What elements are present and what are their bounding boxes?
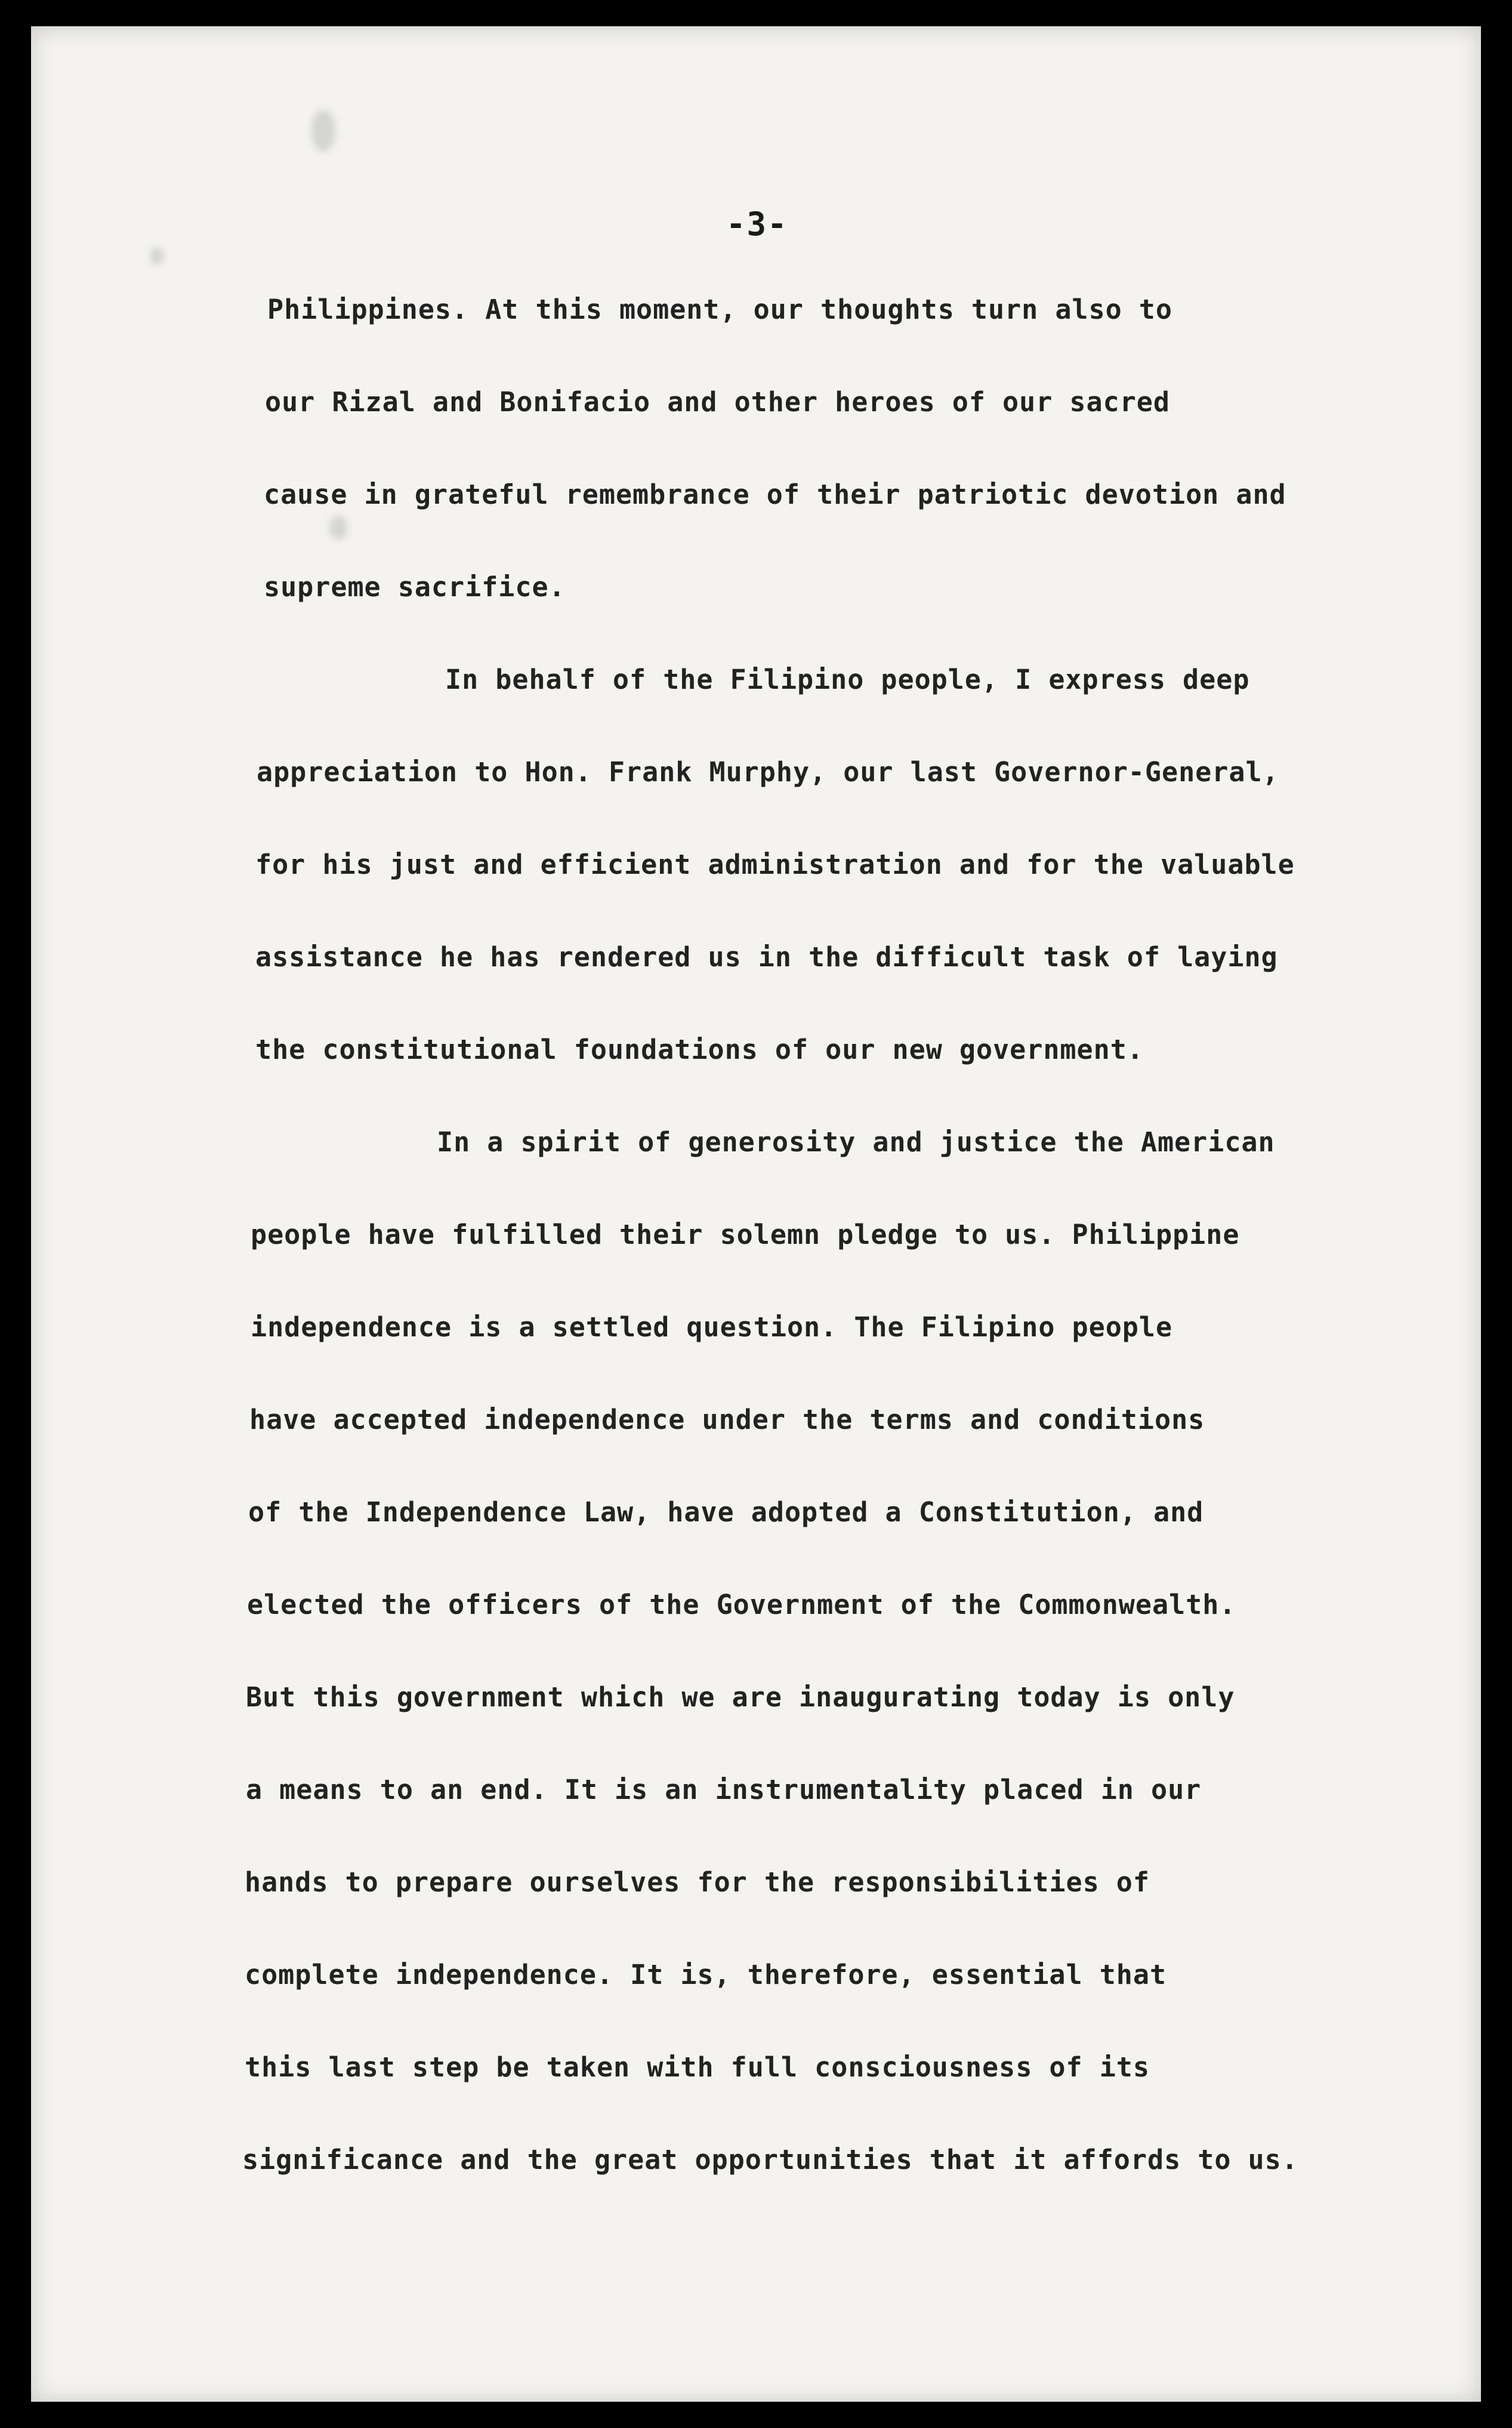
page-number: -3- xyxy=(726,205,788,243)
text-line: complete independence. It is, therefore, essential that xyxy=(245,1959,1167,1991)
text-line: supreme sacrifice. xyxy=(264,571,566,603)
text-line: of the Independence Law, have adopted a Constitution, and xyxy=(248,1496,1204,1528)
text-line: independence is a settled question. The Filipino people xyxy=(251,1311,1173,1343)
text-line: for his just and efficient administration and for the valuable xyxy=(255,849,1295,880)
text-line: Philippines. At this moment, our thoughts turn also to xyxy=(267,294,1172,325)
ink-smudge xyxy=(329,516,347,540)
text-line: elected the officers of the Government of the Commonwealth. xyxy=(247,1589,1236,1620)
text-line: have accepted independence under the terms and conditions xyxy=(249,1404,1205,1435)
text-line: cause in grateful remembrance of their patriotic devotion and xyxy=(264,479,1286,510)
text-line: a means to an end. It is an instrumentality placed in our xyxy=(246,1774,1202,1805)
ink-smudge xyxy=(311,110,335,152)
text-line: In behalf of the Filipino people, I express deep xyxy=(445,664,1250,695)
text-line: the constitutional foundations of our new government. xyxy=(255,1034,1144,1065)
document-page xyxy=(31,26,1481,2402)
text-line: significance and the great opportunities that it affords to us. xyxy=(242,2144,1298,2176)
text-line: our Rizal and Bonifacio and other heroes of our sacred xyxy=(265,386,1170,418)
text-line: hands to prepare ourselves for the responsibilities of xyxy=(245,1866,1150,1898)
text-line: appreciation to Hon. Frank Murphy, our last Governor-General, xyxy=(257,756,1279,788)
text-line: assistance he has rendered us in the difficult task of laying xyxy=(255,941,1278,973)
text-line: In a spirit of generosity and justice the American xyxy=(437,1126,1275,1158)
text-line: this last step be taken with full consciousness of its xyxy=(245,2051,1150,2083)
text-line: people have fulfilled their solemn pledge to us. Philippine xyxy=(251,1219,1240,1250)
ink-smudge xyxy=(150,247,163,265)
text-line: But this government which we are inaugurating today is only xyxy=(246,1681,1235,1713)
